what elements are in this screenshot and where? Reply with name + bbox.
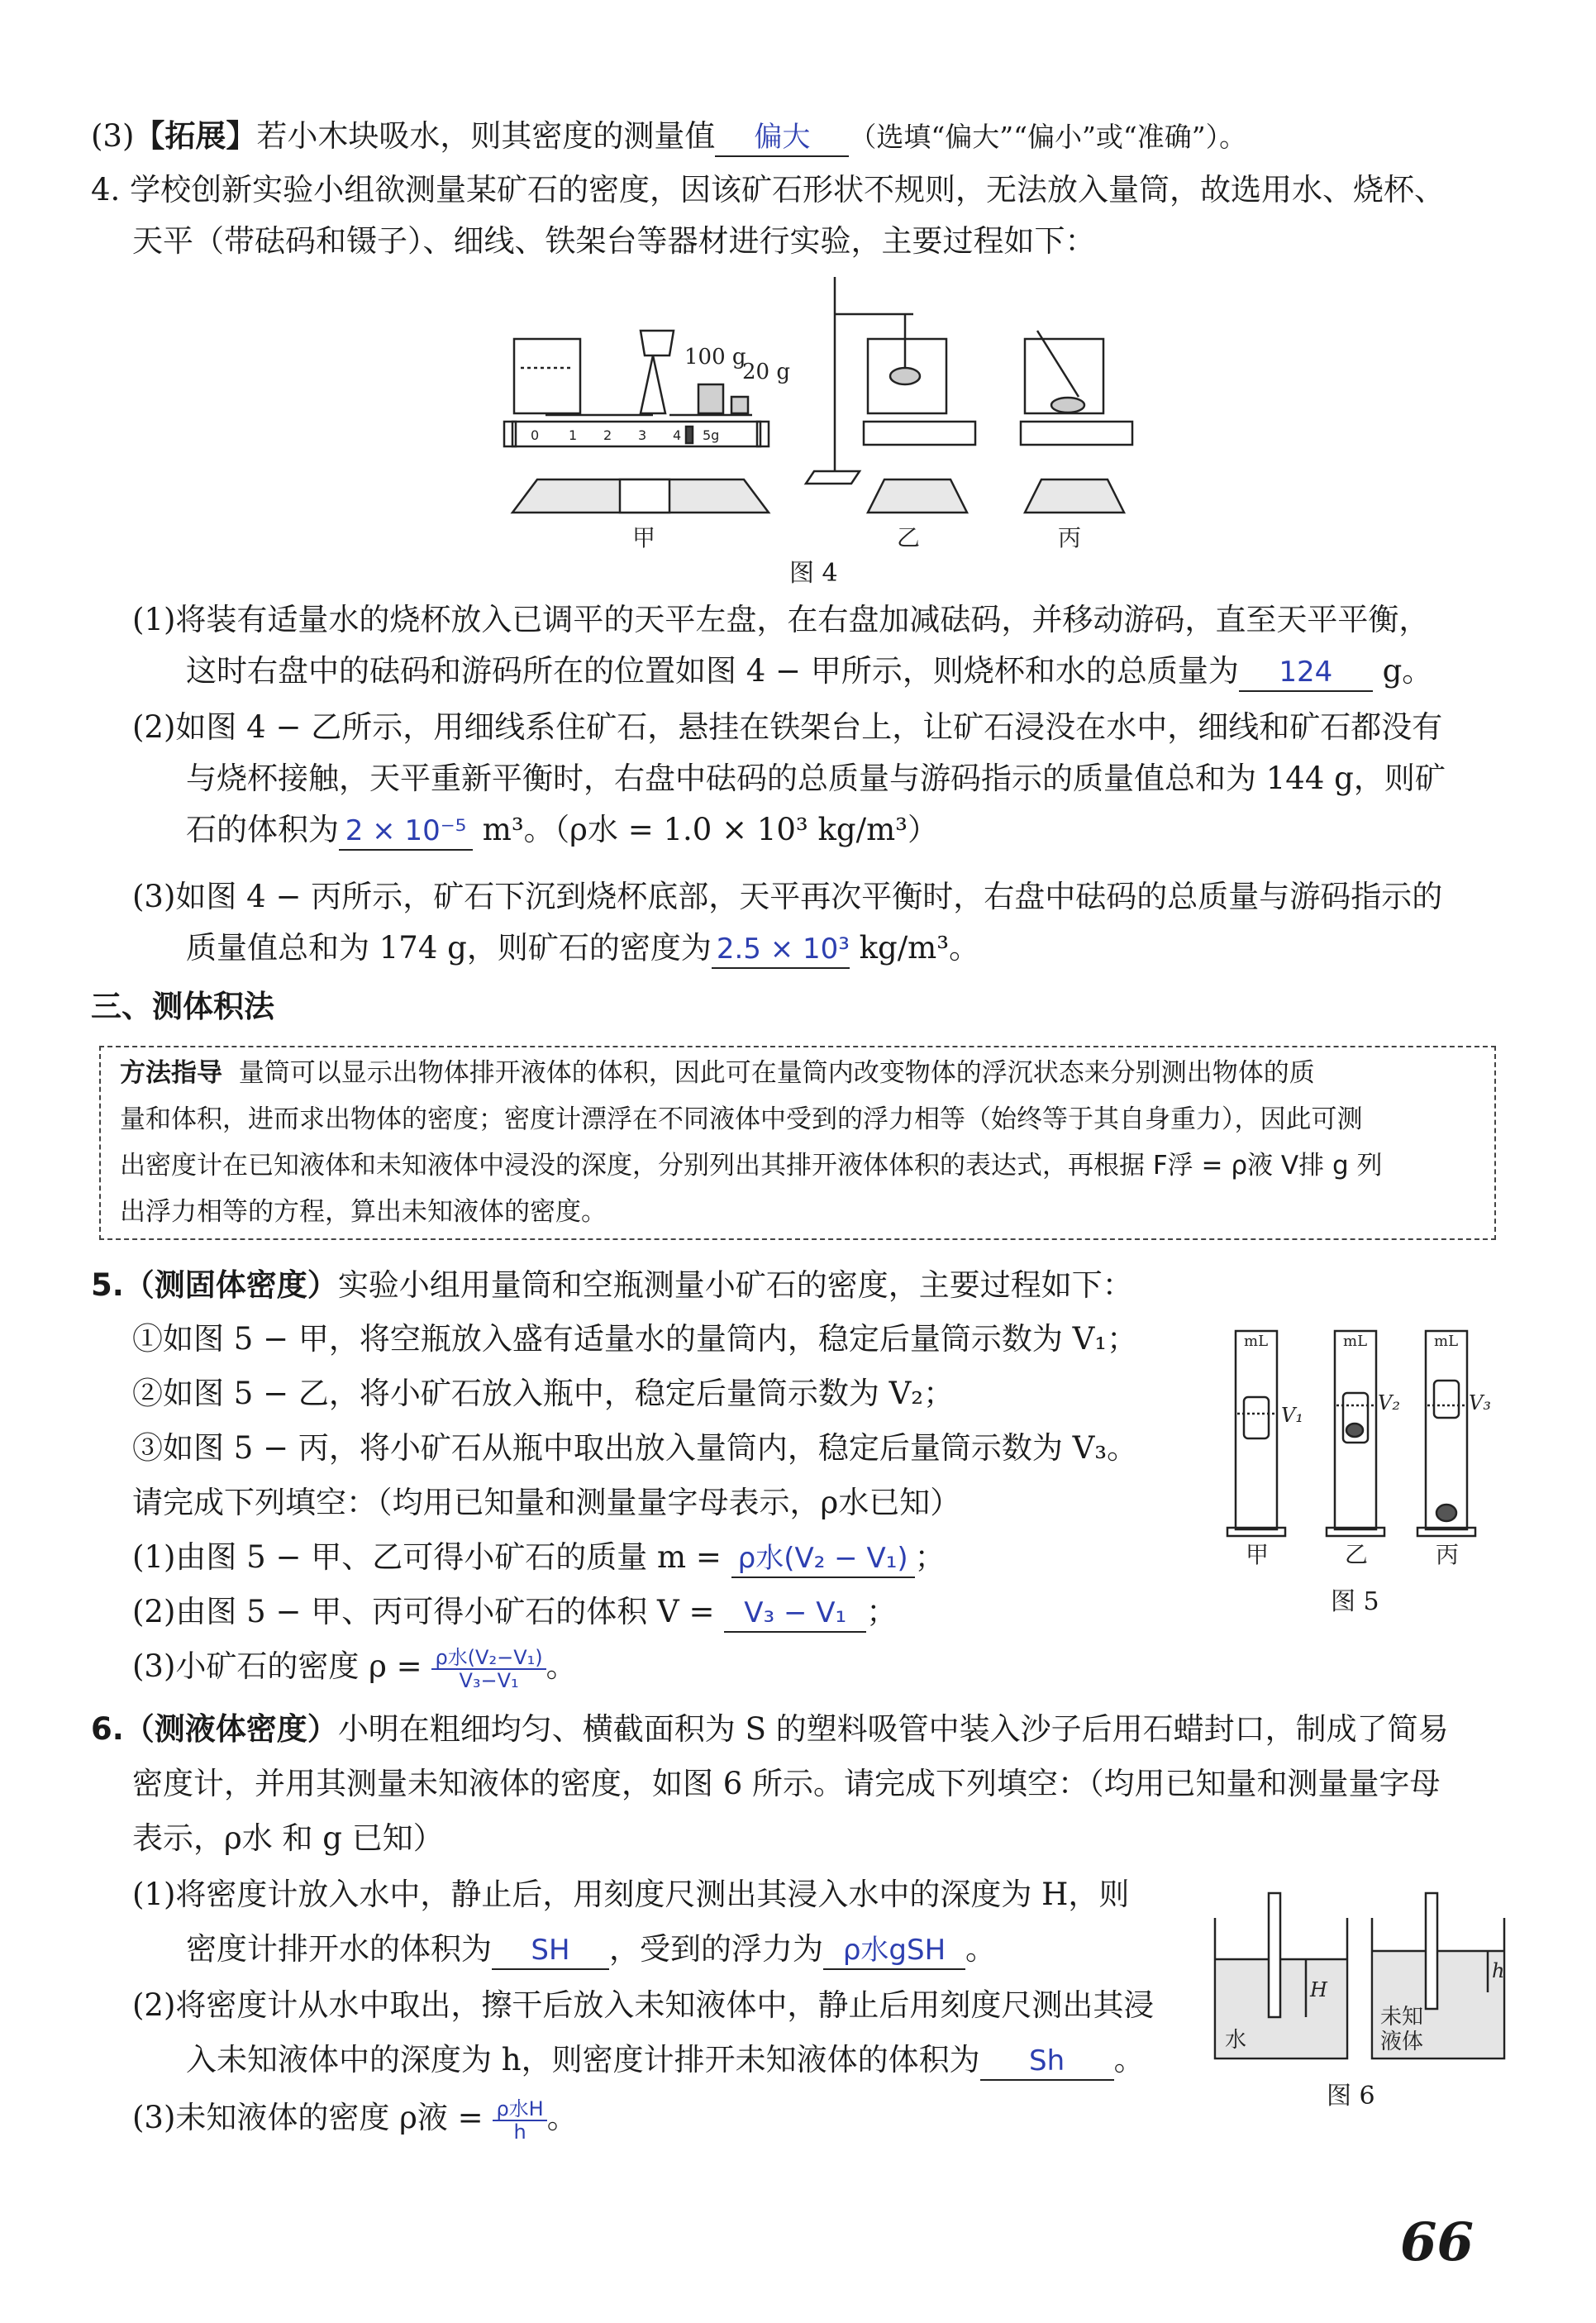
- q6-p2-b: 入未知液体中的深度为 h，则密度计排开未知液体的体积为 Sh 。: [186, 2035, 1513, 2085]
- method-line-4: 出浮力相等的方程，算出未知液体的密度。: [120, 1197, 607, 1227]
- svg-text:1: 1: [569, 427, 578, 443]
- ml-label: mL: [1244, 1333, 1269, 1350]
- figure-5-caption: 图 5: [1331, 1587, 1379, 1616]
- cylinders: [1227, 1331, 1475, 1536]
- q5-p1: (1)由图 5 − 甲、乙可得小矿石的质量 m = ρ水(V₂ − V₁) ；: [132, 1533, 1513, 1582]
- answer-blank[interactable]: V₃ − V₁: [724, 1595, 866, 1633]
- q4-p2-b: 与烧杯接触，天平重新平衡时，右盘中砝码的总质量与游码指示的质量值总和为 144 g，则矿: [186, 761, 1446, 796]
- section-title: 三、测体积法: [91, 989, 274, 1024]
- figure-4-caption: 图 4: [789, 559, 838, 588]
- label-yi: 乙: [897, 524, 921, 551]
- setup-yi: [806, 277, 975, 513]
- page-number: 66: [1399, 2211, 1474, 2273]
- label-jia: 甲: [632, 524, 656, 551]
- v3-label: V₃: [1469, 1391, 1491, 1414]
- method-line-3: 出密度计在已知液体和未知液体中浸没的深度，分别列出其排开液体体积的表达式，再根据 F浮 = ρ液 V排 g 列: [120, 1151, 1383, 1181]
- answer-blank[interactable]: ρ水gSH: [823, 1932, 965, 1970]
- q6-stem-1: 6.（测液体密度）小明在粗细均匀、横截面积为 S 的塑料吸管中装入沙子后用石蜡封口，制成了简易: [91, 1711, 1449, 1747]
- q3-extension: (3)【拓展】若小木块吸水，则其密度的测量值 偏大 （选填“偏大”“偏小”或“准确”）。: [91, 112, 1513, 162]
- q5-step-3: ③如图 5 − 丙，将小矿石从瓶中取出放入量筒内，稳定后量筒示数为 V₃。: [132, 1430, 1138, 1466]
- beakers: [1215, 1893, 1504, 2058]
- q4-p2-c: 石的体积为 2 × 10⁻⁵ m³。（ρ水 = 1.0 × 10³ kg/m³）: [186, 805, 1513, 855]
- q5-p3: (3)小矿石的密度 ρ = $\frac{\text{ρ水(V₂−V₁)}}{\text{V₃−V₁}}$ 。: [132, 1645, 577, 1692]
- label-jia: 甲: [1246, 1541, 1270, 1568]
- q4-p1-a: (1)将装有适量水的烧杯放入已调平的天平左盘，在右盘加减砝码，并移动游码，直至天平平衡，: [132, 602, 1430, 637]
- q6-p1-b: 密度计排开水的体积为 SH ，受到的浮力为 ρ水gSH 。: [186, 1925, 1513, 1974]
- answer-fraction[interactable]: $\frac{\text{ρ水H}}{h}$: [493, 2098, 546, 2143]
- q4-p2-a: (2)如图 4 − 乙所示，用细线系住矿石，悬挂在铁架台上，让矿石浸没在水中，细线和矿石都没有: [132, 709, 1443, 745]
- answer-blank[interactable]: SH: [492, 1932, 609, 1970]
- svg-text:5g: 5g: [703, 427, 720, 443]
- answer-blank[interactable]: Sh: [980, 2043, 1114, 2081]
- ml-label: mL: [1343, 1333, 1368, 1350]
- unknown-label-2: 液体: [1380, 2030, 1424, 2054]
- method-line-2: 量和体积，进而求出物体的密度；密度计漂浮在不同液体中受到的浮力相等（始终等于其自身重力），因此可测: [120, 1104, 1363, 1134]
- weight-100-label: 100 g: [684, 345, 746, 370]
- q5-instruction: 请完成下列填空：（均用已知量和测量量字母表示，ρ水已知）: [132, 1485, 961, 1520]
- answer-fraction[interactable]: $\frac{\text{ρ水(V₂−V₁)}}{\text{V₃−V₁}}$: [431, 1647, 545, 1691]
- q6-p2-a: (2)将密度计从水中取出，擦干后放入未知液体中，静止后用刻度尺测出其浸: [132, 1987, 1155, 2023]
- q5-step-1: ①如图 5 − 甲，将空瓶放入盛有适量水的量筒内，稳定后量筒示数为 V₁；: [132, 1321, 1138, 1357]
- label-bing: 丙: [1436, 1541, 1460, 1568]
- figure-5: [1219, 1314, 1517, 1579]
- q4-stem-1: 4. 学校创新实验小组欲测量某矿石的密度，因该矿石形状不规则，无法放入量筒，故选用水、烧杯、: [91, 172, 1446, 207]
- label-bing: 丙: [1058, 524, 1082, 551]
- H-label: H: [1310, 1978, 1327, 2001]
- method-line-1: 方法指导 量筒可以显示出物体排开液体的体积，因此可在量筒内改变物体的浮沉状态来分别测出物体的质: [120, 1058, 1315, 1088]
- answer-blank[interactable]: 124: [1239, 654, 1373, 692]
- q4-stem-2: 天平（带砝码和镊子）、细线、铁架台等器材进行实验，主要过程如下：: [132, 223, 1096, 259]
- figure-6-caption: 图 6: [1327, 2082, 1375, 2111]
- figure-4: [479, 273, 1190, 551]
- q4-p3-b: 质量值总和为 174 g，则矿石的密度为 2.5 × 10³ kg/m³。: [186, 923, 1513, 973]
- svg-text:4: 4: [673, 427, 682, 443]
- q6-p3: (3)未知液体的密度 ρ液 = $\frac{\text{ρ水H}}{h}$ 。: [132, 2096, 578, 2144]
- q4-p3-a: (3)如图 4 − 丙所示，矿石下沉到烧杯底部，天平再次平衡时，右盘中砝码的总质量与游码指示的: [132, 879, 1443, 914]
- q5-stem: 5.（测固体密度）实验小组用量筒和空瓶测量小矿石的密度，主要过程如下：: [91, 1267, 1133, 1303]
- weight-20-label: 20 g: [742, 360, 790, 384]
- method-tag: 方法指导: [120, 1058, 222, 1088]
- q6-stem-2: 密度计，并用其测量未知液体的密度，如图 6 所示。请完成下列填空：（均用已知量和测量量字母: [132, 1766, 1441, 1801]
- q5-p2: (2)由图 5 − 甲、丙可得小矿石的体积 V = V₃ − V₁ ；: [132, 1587, 1513, 1637]
- answer-blank[interactable]: 偏大: [715, 119, 849, 157]
- svg-text:3: 3: [638, 427, 647, 443]
- svg-text:2: 2: [603, 427, 612, 443]
- answer-blank[interactable]: 2 × 10⁻⁵: [339, 813, 473, 851]
- v2-label: V₂: [1378, 1391, 1400, 1414]
- ml-label: mL: [1434, 1333, 1459, 1350]
- answer-blank[interactable]: ρ水(V₂ − V₁): [731, 1540, 915, 1578]
- tag-extension: 【拓展】: [134, 118, 257, 154]
- q6-p1-a: (1)将密度计放入水中，静止后，用刻度尺测出其浸入水中的深度为 H，则: [132, 1877, 1130, 1912]
- figure-6: [1207, 1885, 1521, 2067]
- water-label: 水: [1225, 2028, 1247, 2053]
- q6-stem-3: 表示，ρ水 和 g 已知）: [132, 1820, 444, 1856]
- q5-step-2: ②如图 5 − 乙，将小矿石放入瓶中，稳定后量筒示数为 V₂；: [132, 1376, 955, 1411]
- q4-p1-b: 这时右盘中的砝码和游码所在的位置如图 4 − 甲所示，则烧杯和水的总质量为 124 g。: [186, 646, 1513, 696]
- answer-blank[interactable]: 2.5 × 10³: [712, 931, 850, 969]
- v1-label: V₁: [1281, 1404, 1303, 1427]
- label-yi: 乙: [1345, 1541, 1369, 1568]
- unknown-label-1: 未知: [1380, 2005, 1424, 2030]
- setup-bing: [1021, 331, 1132, 513]
- svg-text:0: 0: [531, 427, 540, 443]
- h-label: h: [1492, 1959, 1505, 1982]
